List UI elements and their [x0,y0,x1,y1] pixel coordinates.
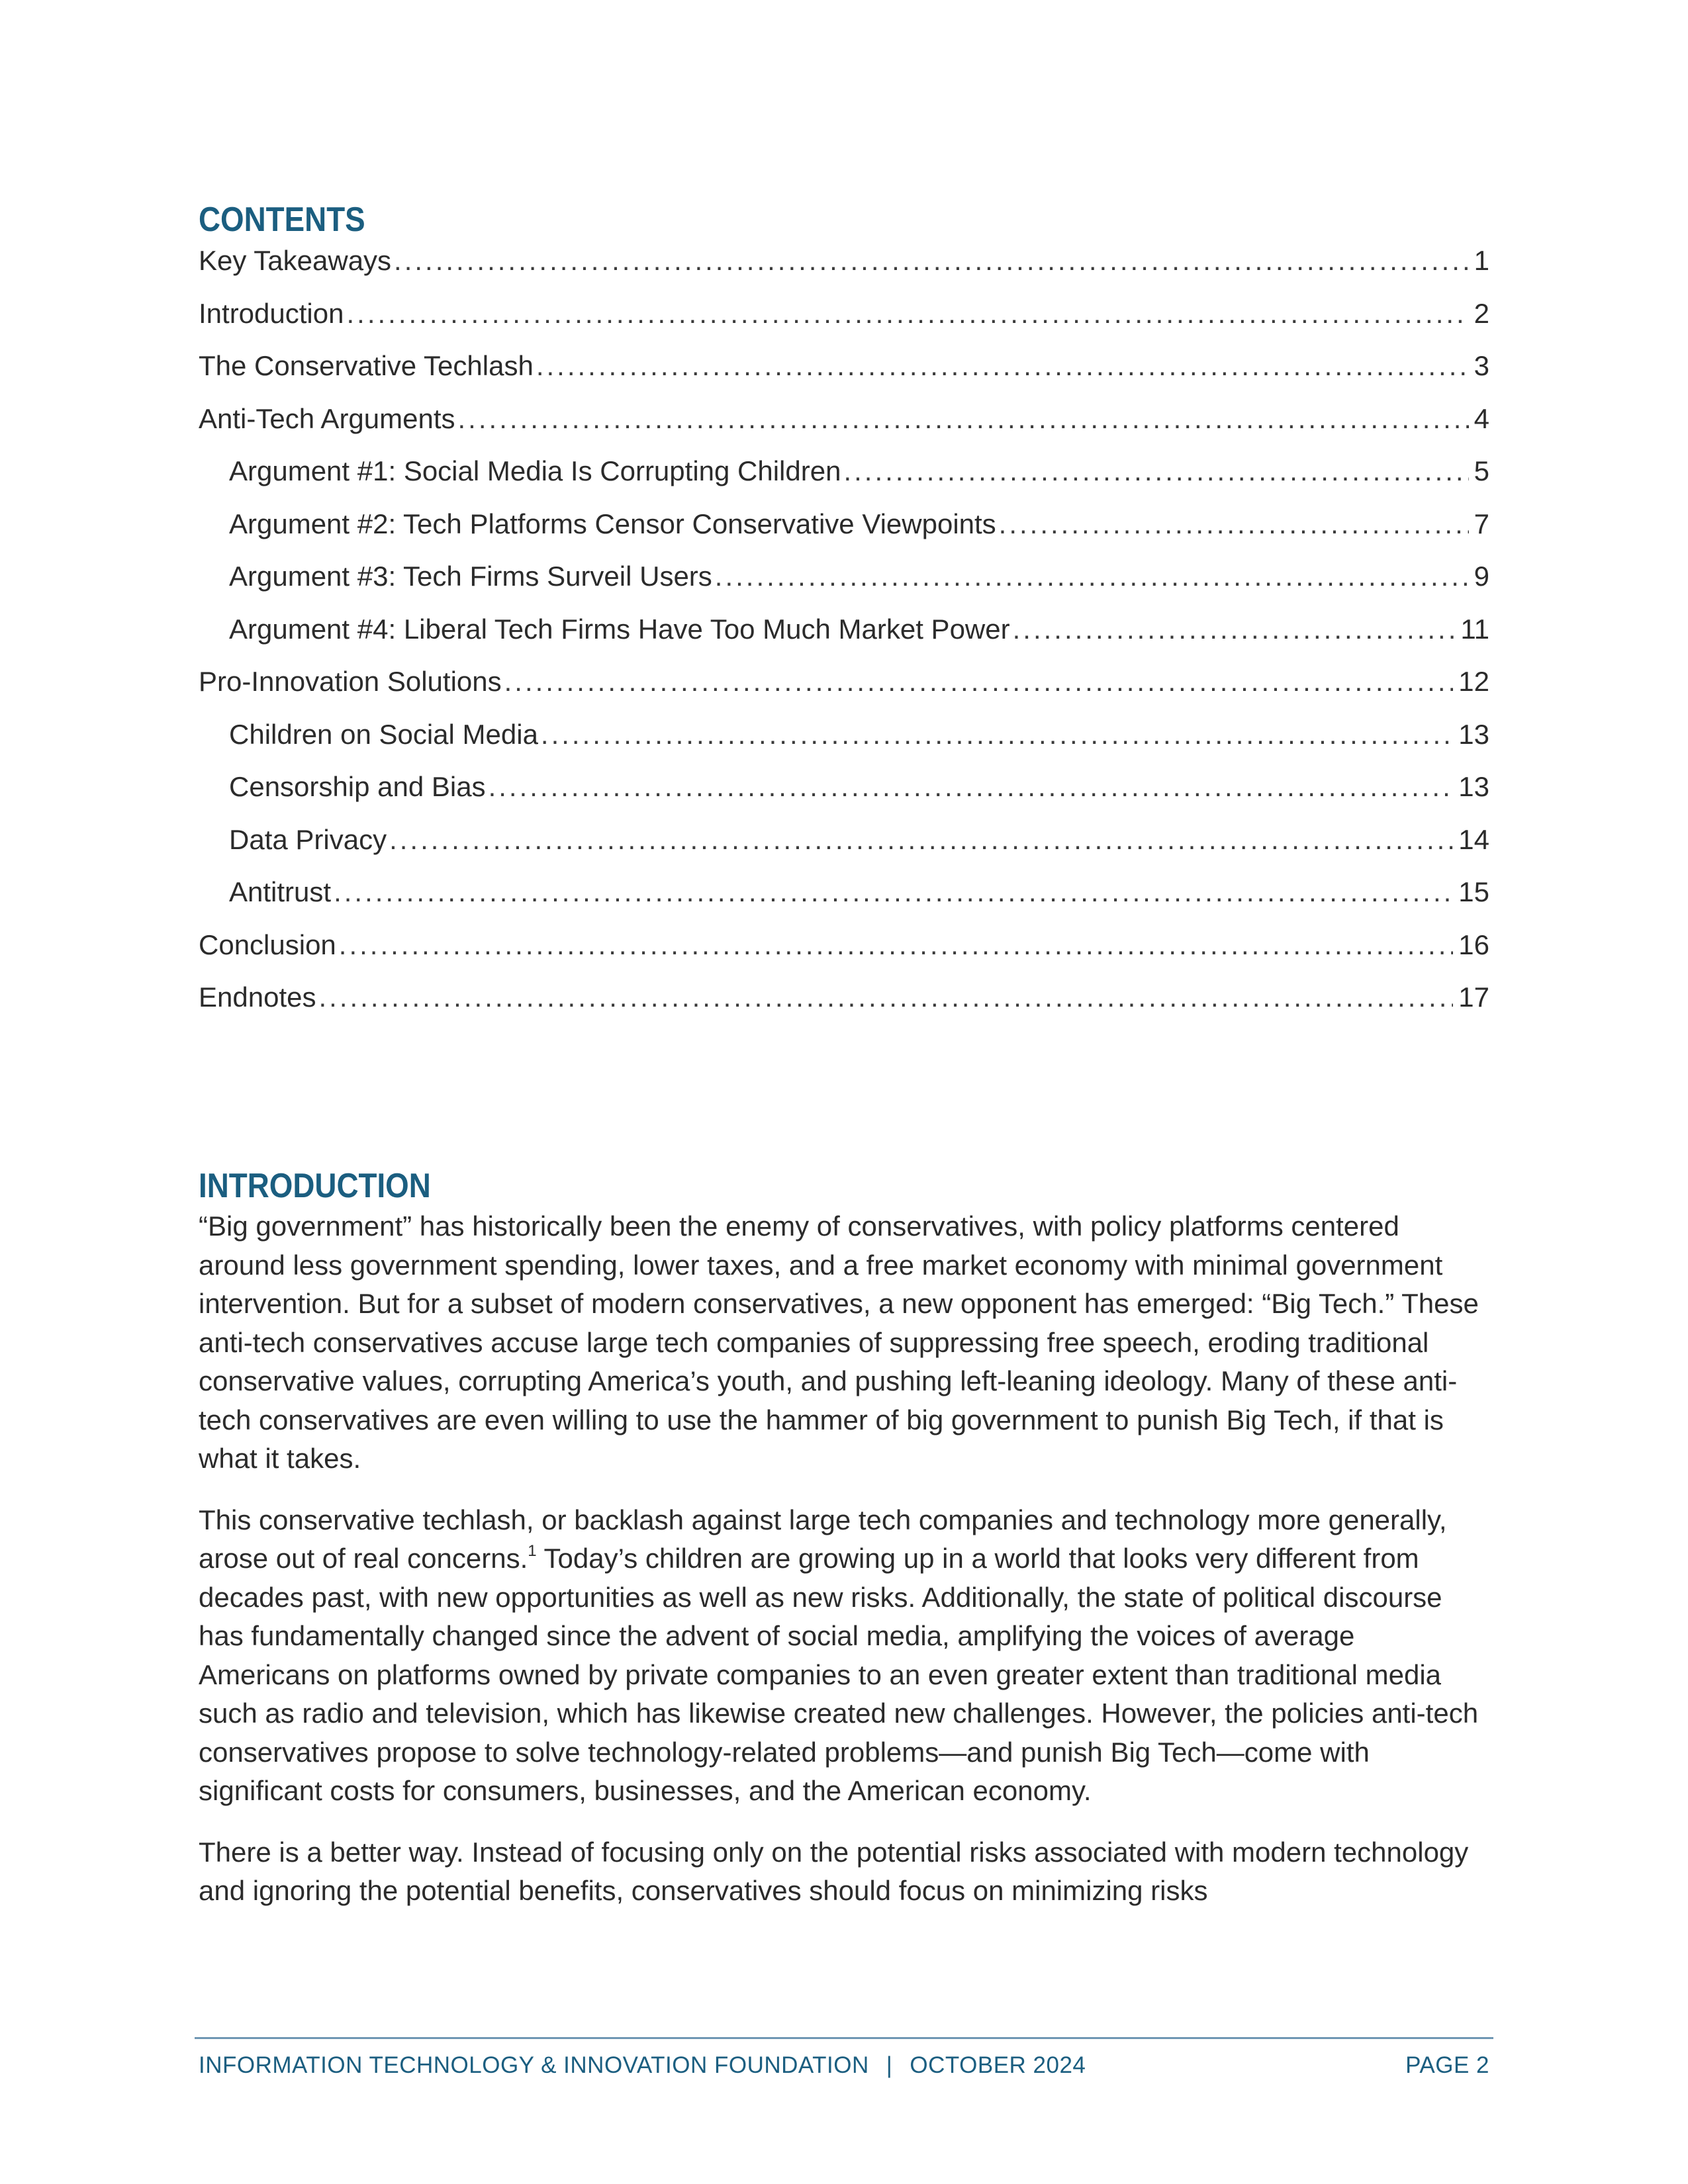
intro-paragraph-2-continuation: Today’s children are growing up in a world that looks very different from decades past, with new opportunities as well as new risks. Additionally, the state of political discourse has fundamentally changed since the advent of social media, amplifying the voices of average Americans on platforms owned by private companies to an even greater extent than traditional media such as radio and television, which has likewise created new challenges. However, the policies anti-tech conservatives propose to solve technology-related problems—and punish Big Tech—come with significant costs for consumers, businesses, and the American economy. [199,1543,1479,1806]
intro-paragraph-2 [199,1501,1489,1811]
toc-entry-page: 13 [1458,718,1489,750]
toc-entry-title: Conclusion [199,929,336,960]
toc-entry-page: 7 [1474,508,1489,539]
toc-entry-page: 9 [1474,561,1489,592]
toc-dot-leader [394,244,1469,278]
toc-entry-title: Argument #2: Tech Platforms Censor Conservative Viewpoints [229,508,996,539]
toc-dot-leader [458,402,1469,436]
contents-heading: CONTENTS [199,201,365,239]
toc-entry-children-on-social-media[interactable] [199,717,1489,770]
introduction-heading: INTRODUCTION [199,1167,431,1205]
toc-entry-page: 16 [1458,929,1489,960]
toc-entry-title: Key Takeaways [199,245,392,276]
introduction-section [199,1165,1489,1933]
toc-entry-title: Anti-Tech Arguments [199,402,455,434]
toc-entry-title: Argument #3: Tech Firms Surveil Users [229,561,712,592]
toc-entry-title: Pro-Innovation Solutions [199,666,502,697]
toc-entry-endnotes[interactable] [199,980,1489,1033]
toc-entry-page: 17 [1458,981,1489,1013]
toc-entry-argument-3[interactable] [199,559,1489,612]
toc-entry-page: 11 [1460,613,1489,645]
toc-entry-page: 4 [1474,402,1489,434]
footnote-reference[interactable]: 1 [528,1542,537,1560]
toc-dot-leader [489,770,1454,804]
table-of-contents [199,244,1489,1033]
toc-dot-leader [999,507,1469,541]
toc-entry-page: 2 [1474,297,1489,329]
toc-dot-leader [843,454,1468,488]
toc-entry-page: 5 [1474,455,1489,486]
intro-paragraph-3: There is a better way. Instead of focusing only on the potential risks associated with modern technology and ignoring the potential benefits, conservatives should focus on minimizing risks [199,1836,1469,1906]
toc-entry-page: 3 [1474,350,1489,381]
toc-entry-argument-1[interactable] [199,454,1489,507]
toc-dot-leader [715,559,1469,594]
toc-dot-leader [536,349,1469,383]
toc-entry-title: Argument #1: Social Media Is Corrupting Children [229,455,841,486]
toc-entry-title: Antitrust [229,876,332,907]
toc-dot-leader [504,664,1454,699]
toc-entry-title: Endnotes [199,981,316,1013]
toc-entry-page: 15 [1458,876,1489,907]
toc-entry-data-privacy[interactable] [199,823,1489,876]
toc-entry-argument-4[interactable] [199,612,1489,665]
toc-entry-censorship-and-bias[interactable] [199,770,1489,823]
toc-entry-conservative-techlash[interactable] [199,349,1489,402]
toc-dot-leader [541,717,1453,752]
footer-date: OCTOBER 2024 [910,2052,1086,2078]
footer-organization: INFORMATION TECHNOLOGY & INNOVATION FOUNDATION [199,2052,869,2078]
toc-entry-anti-tech-arguments[interactable] [199,402,1489,455]
toc-entry-antitrust[interactable] [199,875,1489,928]
toc-entry-introduction[interactable] [199,296,1489,349]
toc-dot-leader [346,296,1468,331]
toc-entry-page: 12 [1458,666,1489,697]
toc-dot-leader [389,823,1453,857]
toc-entry-title: Introduction [199,297,344,329]
toc-entry-pro-innovation-solutions[interactable] [199,664,1489,717]
toc-entry-argument-2[interactable] [199,507,1489,560]
footer-page-number: PAGE 2 [1405,2052,1489,2078]
toc-dot-leader [1013,612,1456,647]
toc-entry-conclusion[interactable] [199,928,1489,981]
toc-entry-key-takeaways[interactable] [199,244,1489,296]
toc-entry-title: Data Privacy [229,823,387,855]
contents-section [199,199,1489,1033]
toc-entry-title: Censorship and Bias [229,771,486,802]
page-footer [195,2037,1493,2079]
footer-publication-info [199,2052,1086,2079]
toc-entry-title: The Conservative Techlash [199,350,534,381]
toc-entry-page: 13 [1458,771,1489,802]
toc-entry-page: 1 [1474,245,1489,276]
intro-paragraph-1: “Big government” has historically been the enemy of conservatives, with policy platforms centered around less government spending, lower taxes, and a free market economy with minimal government intervention. But for a subset of modern conservatives, a new opponent has emerged: “Big Tech.” These anti-tech conservatives accuse large tech companies of suppressing free speech, eroding traditional conservative values, corrupting America’s youth, and pushing left-leaning ideology. Many of these anti-tech conservatives are even willing to use the hammer of big government to punish Big Tech, if that is what it takes. [199,1210,1479,1474]
toc-entry-title: Children on Social Media [229,718,538,750]
toc-entry-title: Argument #4: Liberal Tech Firms Have Too Much Market Power [229,613,1010,645]
intro-paragraph-2-text: This conservative techlash, or backlash against large tech companies and technology more generally, arose out of real concerns. [199,1504,1447,1574]
toc-dot-leader [318,980,1453,1015]
footer-separator: | [886,2052,893,2078]
toc-entry-page: 14 [1458,823,1489,855]
toc-dot-leader [334,875,1453,909]
toc-dot-leader [339,928,1453,962]
